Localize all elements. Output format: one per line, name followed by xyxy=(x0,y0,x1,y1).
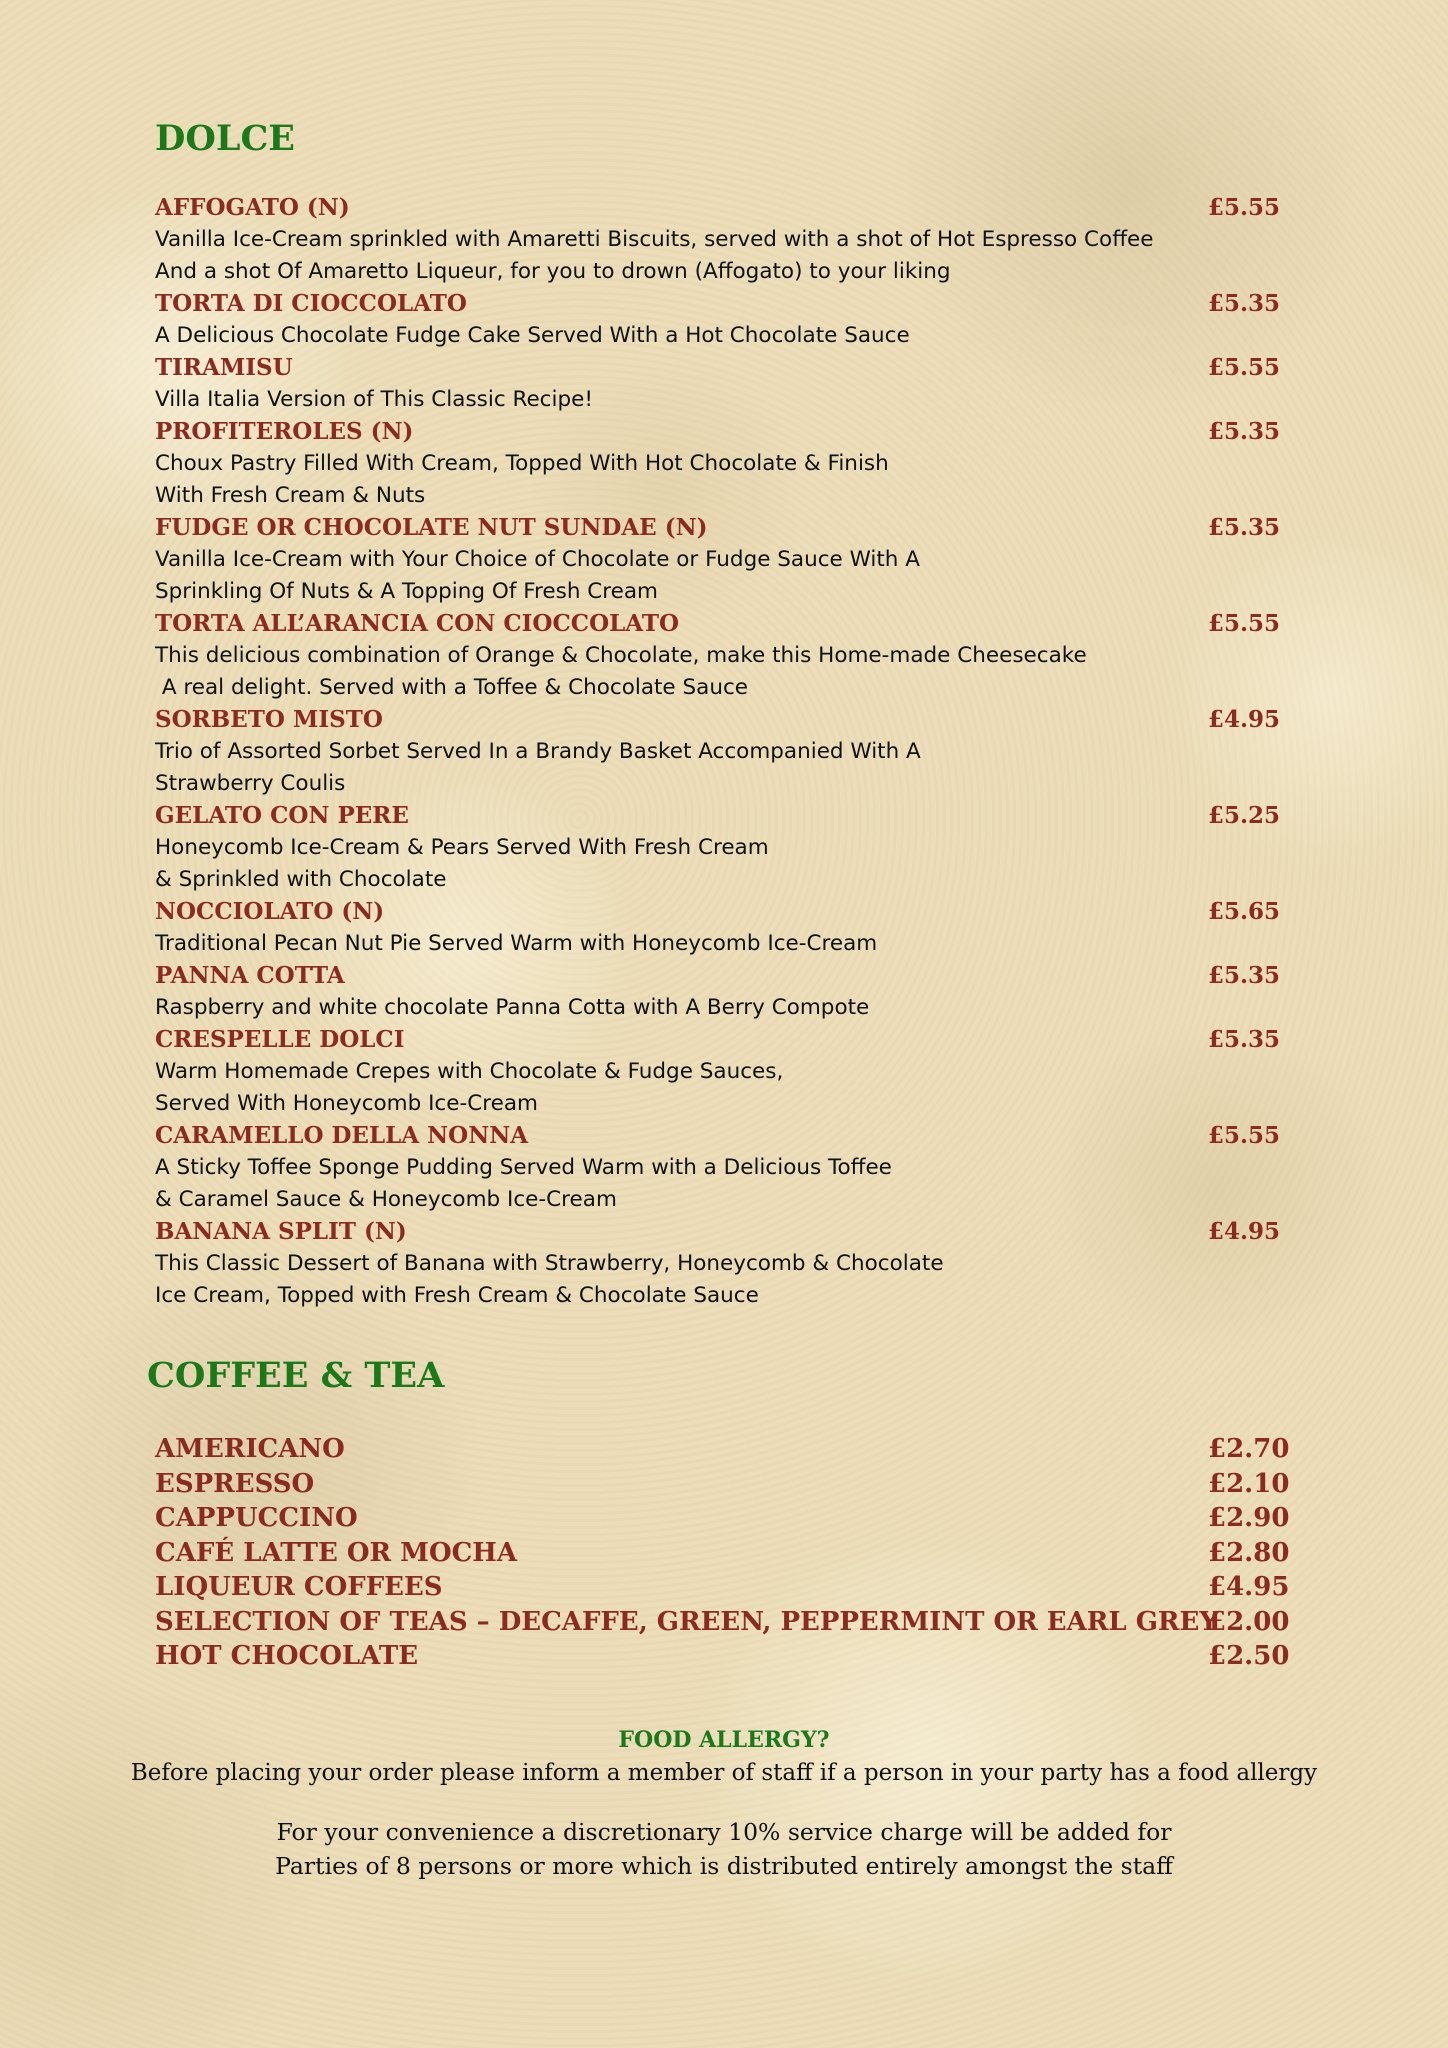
menu-item xyxy=(155,896,1280,960)
menu-item-price: £5.25 xyxy=(1208,802,1281,829)
allergy-title: FOOD ALLERGY? xyxy=(618,1727,830,1753)
menu-item xyxy=(155,1501,1290,1536)
menu-item xyxy=(155,608,1280,704)
menu-item-header xyxy=(155,960,1280,992)
menu-item-name: NOCCIOLATO (N) xyxy=(155,898,385,925)
menu-item-description: Vanilla Ice-Cream sprinkled with Amaretti Biscuits, served with a shot of Hot Espresso Coffee xyxy=(155,227,1154,252)
menu-item-header xyxy=(155,192,1280,224)
menu-item-description: A real delight. Served with a Toffee & Chocolate Sauce xyxy=(155,675,748,700)
menu-item-price: £5.65 xyxy=(1208,898,1281,925)
menu-item xyxy=(155,704,1280,800)
coffee-section-title: COFFEE & TEA xyxy=(147,1355,445,1396)
menu-item-price: £2.70 xyxy=(1208,1434,1290,1464)
menu-item-description: Sprinkling Of Nuts & A Topping Of Fresh Cream xyxy=(155,579,659,604)
menu-item xyxy=(155,192,1280,288)
menu-item-header xyxy=(155,416,1280,448)
menu-item-name: FUDGE OR CHOCOLATE NUT SUNDAE (N) xyxy=(155,514,708,541)
menu-item-name: SELECTION OF TEAS – DECAFFE, GREEN, PEPPERMINT OR EARL GREY xyxy=(155,1606,1218,1637)
menu-item-description: Raspberry and white chocolate Panna Cotta with A Berry Compote xyxy=(155,995,870,1020)
menu-item-description: A Sticky Toffee Sponge Pudding Served Warm with a Delicious Toffee xyxy=(155,1155,892,1180)
menu-item-description: & Caramel Sauce & Honeycomb Ice-Cream xyxy=(155,1187,617,1212)
service-line-2: Parties of 8 persons or more which is distributed entirely amongst the staff xyxy=(275,1852,1173,1880)
menu-item-header xyxy=(155,1605,1290,1640)
menu-item-name: CAPPUCCINO xyxy=(155,1503,358,1533)
menu-item-price: £2.10 xyxy=(1208,1468,1290,1499)
menu-item-name: HOT CHOCOLATE xyxy=(155,1641,419,1671)
menu-item-name: BANANA SPLIT (N) xyxy=(155,1218,407,1245)
menu-item-price: £5.55 xyxy=(1208,610,1281,637)
menu-item-header xyxy=(155,608,1280,640)
menu-item-price: £5.55 xyxy=(1208,354,1281,381)
menu-item-name: TORTA ALL’ARANCIA CON CIOCCOLATO xyxy=(155,610,680,637)
menu-item-price: £2.90 xyxy=(1208,1503,1290,1533)
menu-item-description: Trio of Assorted Sorbet Served In a Brandy Basket Accompanied With A xyxy=(155,739,921,764)
menu-item-header xyxy=(155,1216,1280,1248)
menu-item-price: £2.00 xyxy=(1208,1606,1290,1637)
menu-item-price: £4.95 xyxy=(1208,706,1281,733)
menu-item xyxy=(155,1536,1290,1571)
menu-item-name: AMERICANO xyxy=(155,1434,345,1464)
menu-item xyxy=(155,352,1280,416)
menu-item-name: TORTA DI CIOCCOLATO xyxy=(155,290,467,317)
menu-item-description: With Fresh Cream & Nuts xyxy=(155,483,426,508)
dolce-section-title: DOLCE xyxy=(155,118,295,159)
menu-item-name: SORBETO MISTO xyxy=(155,706,383,733)
menu-item xyxy=(155,1216,1280,1312)
menu-item-header xyxy=(155,1467,1290,1502)
menu-item-description: Vanilla Ice-Cream with Your Choice of Chocolate or Fudge Sauce With A xyxy=(155,547,920,572)
menu-item xyxy=(155,512,1280,608)
menu-item-name: LIQUEUR COFFEES xyxy=(155,1572,443,1602)
menu-item-description: And a shot Of Amaretto Liqueur, for you to drown (Affogato) to your liking xyxy=(155,259,951,284)
menu-item-price: £5.35 xyxy=(1208,514,1281,541)
menu-item-name: PROFITEROLES (N) xyxy=(155,418,414,445)
menu-item-price: £5.55 xyxy=(1208,1122,1281,1149)
menu-item-header xyxy=(155,288,1280,320)
menu-item-name: GELATO CON PERE xyxy=(155,802,409,829)
menu-item-description: A Delicious Chocolate Fudge Cake Served With a Hot Chocolate Sauce xyxy=(155,323,910,348)
menu-item-header xyxy=(155,1536,1290,1571)
menu-item-description: Served With Honeycomb Ice-Cream xyxy=(155,1091,538,1116)
menu-item-header xyxy=(155,800,1280,832)
menu-item-name: PANNA COTTA xyxy=(155,962,345,989)
menu-item-price: £5.35 xyxy=(1208,1026,1281,1053)
menu-item-name: CRESPELLE DOLCI xyxy=(155,1026,405,1053)
menu-item-description: Ice Cream, Topped with Fresh Cream & Chocolate Sauce xyxy=(155,1283,759,1308)
menu-item-name: AFFOGATO (N) xyxy=(155,194,350,221)
menu-item-description: Honeycomb Ice-Cream & Pears Served With Fresh Cream xyxy=(155,835,769,860)
menu-item xyxy=(155,1467,1290,1502)
menu-item xyxy=(155,1570,1290,1605)
service-charge-notice xyxy=(0,1815,1448,1883)
menu-item-price: £2.50 xyxy=(1208,1641,1290,1671)
menu-item xyxy=(155,800,1280,896)
menu-item-price: £5.35 xyxy=(1208,962,1281,989)
menu-item-name: ESPRESSO xyxy=(155,1468,315,1499)
menu-item xyxy=(155,960,1280,1024)
menu-item xyxy=(155,1024,1280,1120)
menu-item-description: Villa Italia Version of This Classic Recipe! xyxy=(155,387,593,412)
coffee-menu-list xyxy=(155,1432,1290,1674)
menu-item xyxy=(155,416,1280,512)
menu-item-description: Warm Homemade Crepes with Chocolate & Fudge Sauces, xyxy=(155,1059,784,1084)
menu-item xyxy=(155,1432,1290,1467)
menu-item-description: This delicious combination of Orange & Chocolate, make this Home-made Cheesecake xyxy=(155,643,1087,668)
menu-item-description: Strawberry Coulis xyxy=(155,771,346,796)
menu-item-description: Traditional Pecan Nut Pie Served Warm with Honeycomb Ice-Cream xyxy=(155,931,878,956)
menu-item-price: £5.35 xyxy=(1208,290,1281,317)
menu-item-price: £5.35 xyxy=(1208,418,1281,445)
menu-item-name: TIRAMISU xyxy=(155,354,293,381)
dolce-menu-list xyxy=(155,192,1280,1312)
menu-item-header xyxy=(155,1432,1290,1467)
menu-item-header xyxy=(155,896,1280,928)
menu-item-header xyxy=(155,352,1280,384)
menu-item-price: £4.95 xyxy=(1208,1572,1290,1602)
menu-item xyxy=(155,1605,1290,1640)
menu-item-header xyxy=(155,1570,1290,1605)
menu-item-price: £2.80 xyxy=(1208,1537,1290,1568)
menu-item-description: & Sprinkled with Chocolate xyxy=(155,867,447,892)
menu-item-header xyxy=(155,1639,1290,1674)
menu-item-price: £4.95 xyxy=(1208,1218,1281,1245)
menu-item xyxy=(155,1120,1280,1216)
menu-item-price: £5.55 xyxy=(1208,194,1281,221)
allergy-notice: Before placing your order please inform a member of staff if a person in your party has a food allergy xyxy=(130,1760,1318,1786)
menu-item-header xyxy=(155,1024,1280,1056)
menu-item-header xyxy=(155,1501,1290,1536)
service-line-1: For your convenience a discretionary 10% service charge will be added for xyxy=(276,1818,1172,1846)
menu-item xyxy=(155,288,1280,352)
menu-item-header xyxy=(155,704,1280,736)
menu-item xyxy=(155,1639,1290,1674)
menu-item-description: This Classic Dessert of Banana with Strawberry, Honeycomb & Chocolate xyxy=(155,1251,944,1276)
menu-item-description: Choux Pastry Filled With Cream, Topped With Hot Chocolate & Finish xyxy=(155,451,889,476)
menu-item-header xyxy=(155,1120,1280,1152)
menu-item-name: CAFÉ LATTE OR MOCHA xyxy=(155,1537,518,1568)
menu-item-header xyxy=(155,512,1280,544)
menu-item-name: CARAMELLO DELLA NONNA xyxy=(155,1122,529,1149)
